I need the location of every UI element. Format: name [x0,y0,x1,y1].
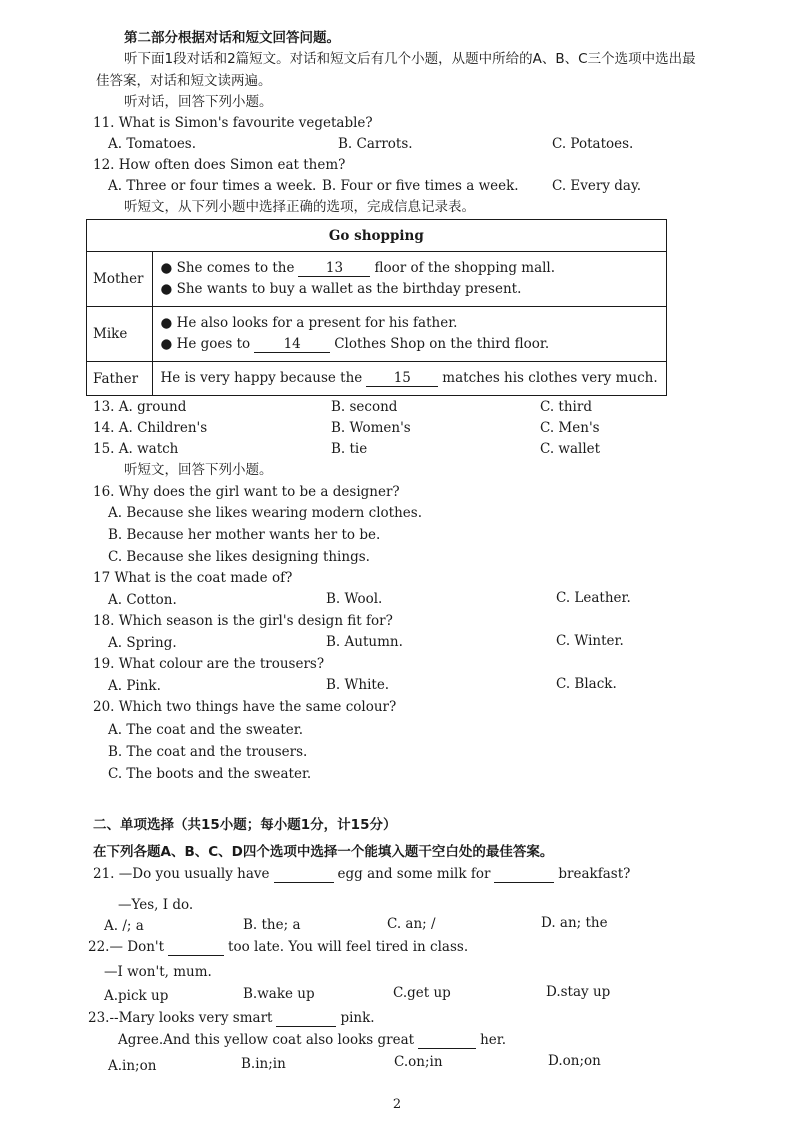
q14-option-b: B. Women's [331,420,411,436]
q22-stem: 22.— Don't too late. You will feel tired in class. [88,939,469,955]
q13-option-b: B. second [331,399,398,415]
q17-option-a: A. Cotton. [108,592,177,608]
q23-option-a: A.in;on [108,1058,157,1074]
q13-option-c: C. third [540,399,592,415]
row-label-father: Father [87,362,153,396]
q11-option-a: A. Tomatoes. [108,136,197,152]
q23-blank-2 [418,1034,476,1049]
q21-option-a: A. /; a [104,918,144,934]
q18-stem: 18. Which season is the girl's design fit for? [93,613,393,629]
q18-option-a: A. Spring. [108,635,177,651]
q23-blank-1 [276,1012,336,1027]
q11-option-b: B. Carrots. [338,136,413,152]
q22-option-b: B.wake up [243,986,315,1002]
row-mother-content [152,252,666,307]
q15-option-b: B. tie [331,441,368,457]
mother-bullet-2: ● She wants to buy a wallet as the birthday present. [160,281,522,297]
mike-bullet-2: ● He goes to 14 Clothes Shop on the third floor. [160,336,550,352]
dialogue-instruction: 听对话，回答下列小题。 [124,94,273,110]
passage2-instruction: 听短文，回答下列小题。 [124,462,273,478]
q16-option-c: C. Because she likes designing things. [108,549,370,565]
section2-instruction: 在下列各题A、B、C、D四个选项中选择一个能填入题干空白处的最佳答案。 [93,844,554,860]
row-label-mike: Mike [87,307,153,362]
blank-13: 13 [298,262,370,277]
q17-stem: 17 What is the coat made of? [93,570,293,586]
page-number: 2 [392,1097,402,1112]
section2-title: 二、单项选择（共15小题；每小题1分，计15分） [93,817,397,833]
q23-stem: 23.--Mary looks very smart pink. [88,1010,375,1026]
q18-option-c: C. Winter. [556,633,624,649]
q17-option-b: B. Wool. [326,591,383,607]
q15-option-a: 15. A. watch [93,441,179,457]
q23-reply: Agree.And this yellow coat also looks great her. [118,1032,507,1048]
q11-stem: 11. What is Simon's favourite vegetable? [93,115,373,131]
part2-instruction-line2: 佳答案，对话和短文读两遍。 [96,73,272,89]
passage1-instruction: 听短文，从下列小题中选择正确的选项，完成信息记录表。 [124,199,475,215]
q21-stem: 21. —Do you usually have egg and some milk for breakfast? [93,866,631,882]
q22-reply: —I won't, mum. [104,964,212,980]
q14-option-a: 14. A. Children's [93,420,208,436]
q23-option-b: B.in;in [241,1056,286,1072]
q17-option-c: C. Leather. [556,590,631,606]
q16-option-a: A. Because she likes wearing modern clothes. [108,505,423,521]
q15-option-c: C. wallet [540,441,601,457]
q18-option-b: B. Autumn. [326,634,403,650]
row-label-mother: Mother [87,252,153,307]
row-mike-content [152,307,666,362]
go-shopping-table [86,219,667,396]
q12-option-b: B. Four or five times a week. [322,178,519,194]
q19-option-b: B. White. [326,677,390,693]
q23-option-c: C.on;in [394,1054,443,1070]
q16-stem: 16. Why does the girl want to be a designer? [93,484,400,500]
q21-option-b: B. the; a [243,917,301,933]
q19-option-c: C. Black. [556,676,617,692]
q22-option-a: A.pick up [104,988,169,1004]
q21-option-c: C. an; / [387,916,436,932]
q22-option-d: D.stay up [546,984,611,1000]
q12-stem: 12. How often does Simon eat them? [93,157,346,173]
blank-14: 14 [254,338,330,353]
q11-option-c: C. Potatoes. [552,136,634,152]
mike-bullet-1: ● He also looks for a present for his father. [160,315,458,331]
q23-option-d: D.on;on [548,1053,601,1069]
q12-option-a: A. Three or four times a week. [108,178,317,194]
blank-15: 15 [366,372,438,387]
q19-stem: 19. What colour are the trousers? [93,656,325,672]
q21-blank-2 [494,868,554,883]
q22-blank [168,941,224,956]
father-line: He is very happy because the 15 matches his clothes very much. [160,370,658,386]
q13-option-a: 13. A. ground [93,399,187,415]
mother-bullet-1: ● She comes to the 13 floor of the shopping mall. [160,260,556,276]
row-father-content [152,362,666,396]
q16-option-b: B. Because her mother wants her to be. [108,527,381,543]
q21-option-d: D. an; the [541,915,608,931]
q12-option-c: C. Every day. [552,178,642,194]
q20-stem: 20. Which two things have the same colour? [93,699,397,715]
part2-instruction-line1: 听下面1段对话和2篇短文。对话和短文后有几个小题，从题中所给的A、B、C三个选项中选出最 [124,51,696,67]
q19-option-a: A. Pink. [108,678,161,694]
q22-option-c: C.get up [393,985,451,1001]
q21-blank-1 [274,868,334,883]
q20-option-c: C. The boots and the sweater. [108,766,312,782]
part2-title: 第二部分根据对话和短文回答问题。 [124,30,340,46]
q20-option-b: B. The coat and the trousers. [108,744,308,760]
q20-option-a: A. The coat and the sweater. [108,722,304,738]
q21-reply: —Yes, I do. [118,897,194,913]
q14-option-c: C. Men's [540,420,600,436]
table-title: Go shopping [87,220,667,252]
